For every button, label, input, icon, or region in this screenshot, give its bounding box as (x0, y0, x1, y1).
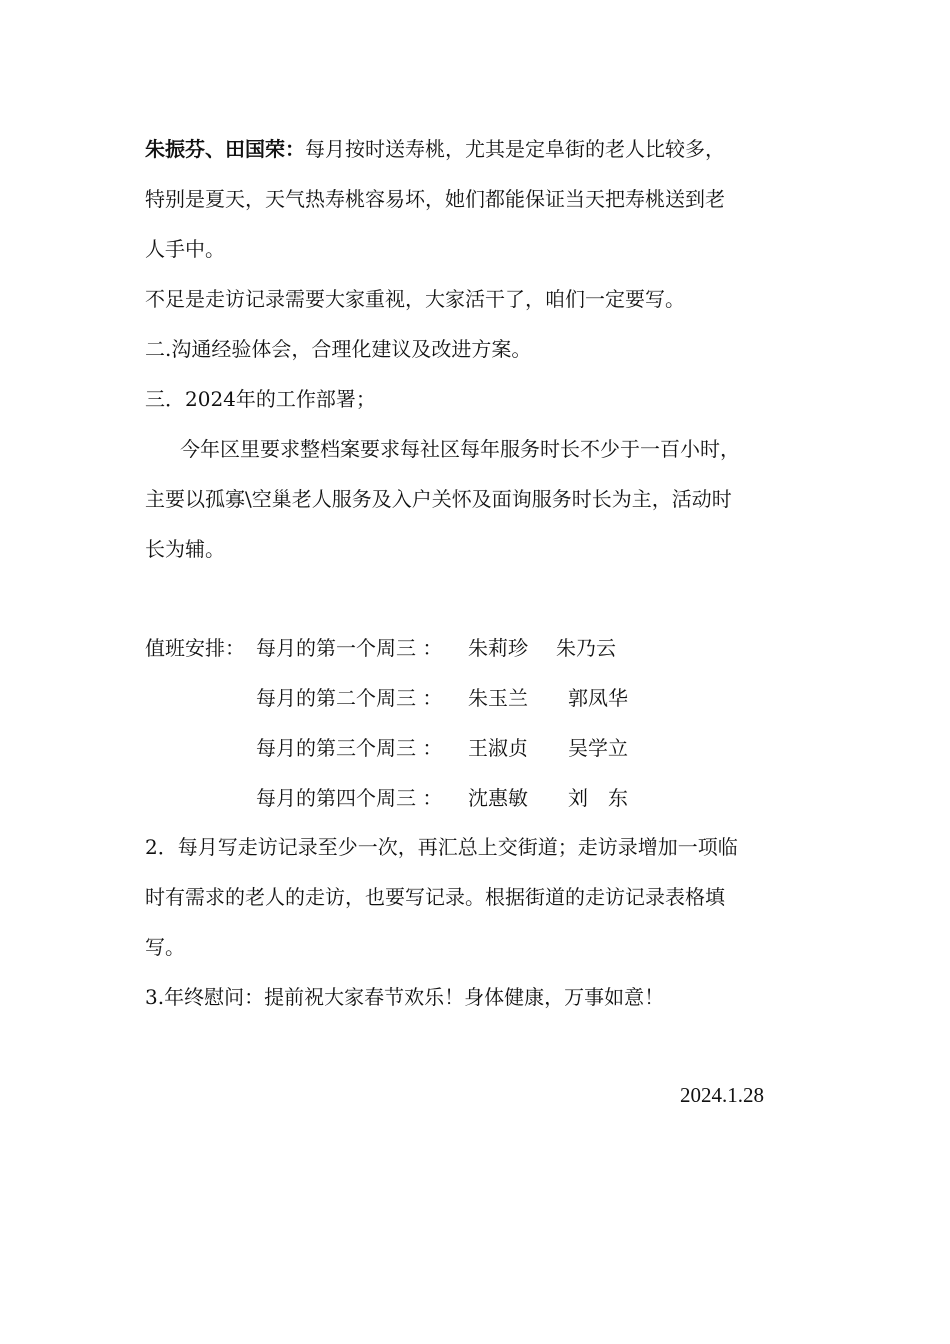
item-2-line-2: 时有需求的老人的走访，也要写记录。根据街道的走访记录表格填 (145, 885, 725, 909)
duty-row-4 (256, 783, 926, 813)
paragraph-1-line-3: 人手中。 (145, 237, 225, 261)
duty-row-3 (256, 733, 926, 763)
duty-week: 每月的第三个周三 ： (256, 736, 443, 760)
duty-name-second: 刘 东 (568, 786, 628, 810)
bold-names: 朱振芬、田国荣： (145, 137, 305, 161)
duty-name-first: 朱玉兰 (468, 686, 528, 710)
duty-name-first: 王淑贞 (468, 736, 528, 760)
duty-name-first: 朱莉珍 (468, 636, 528, 660)
duty-name-second: 吴学立 (568, 736, 628, 760)
paragraph-1-line-2: 特别是夏天，天气热寿桃容易坏，她们都能保证当天把寿桃送到老 (145, 187, 725, 211)
duty-name-first: 沈惠敏 (468, 786, 528, 810)
paragraph-2: 不足是走访记录需要大家重视，大家活干了，咱们一定要写。 (145, 287, 685, 311)
paragraph-3-line-2: 主要以孤寡\空巢老人服务及入户关怀及面询服务时长为主，活动时 (145, 487, 732, 511)
duty-name-second: 朱乃云 (556, 636, 616, 660)
duty-week: 每月的第四个周三 ： (256, 786, 443, 810)
item-2-line-3: 写。 (145, 935, 185, 959)
paragraph-3-line-3: 长为辅。 (145, 537, 225, 561)
duty-week: 每月的第二个周三 ： (256, 686, 443, 710)
section-3-heading: 三．2024年的工作部署； (145, 387, 376, 411)
duty-row-1 (145, 633, 815, 663)
duty-row-2 (256, 683, 926, 713)
duty-name-second: 郭凤华 (568, 686, 628, 710)
item-3: 3.年终慰问：提前祝大家春节欢乐！身体健康，万事如意！ (145, 985, 665, 1009)
paragraph-1-line-1 (145, 134, 815, 164)
document-date: 2024.1.28 (680, 1083, 764, 1107)
paragraph-1-text: 每月按时送寿桃，尤其是定阜街的老人比较多， (305, 137, 725, 161)
duty-week: 每月的第一个周三 ： (256, 636, 443, 660)
section-2-heading: 二.沟通经验体会，合理化建议及改进方案。 (145, 337, 532, 361)
duty-label: 值班安排： (145, 636, 245, 660)
item-2-line-1: 2．每月写走访记录至少一次，再汇总上交街道；走访录增加一项临 (145, 835, 738, 859)
paragraph-3-line-1: 今年区里要求整档案要求每社区每年服务时长不少于一百小时， (180, 437, 740, 461)
